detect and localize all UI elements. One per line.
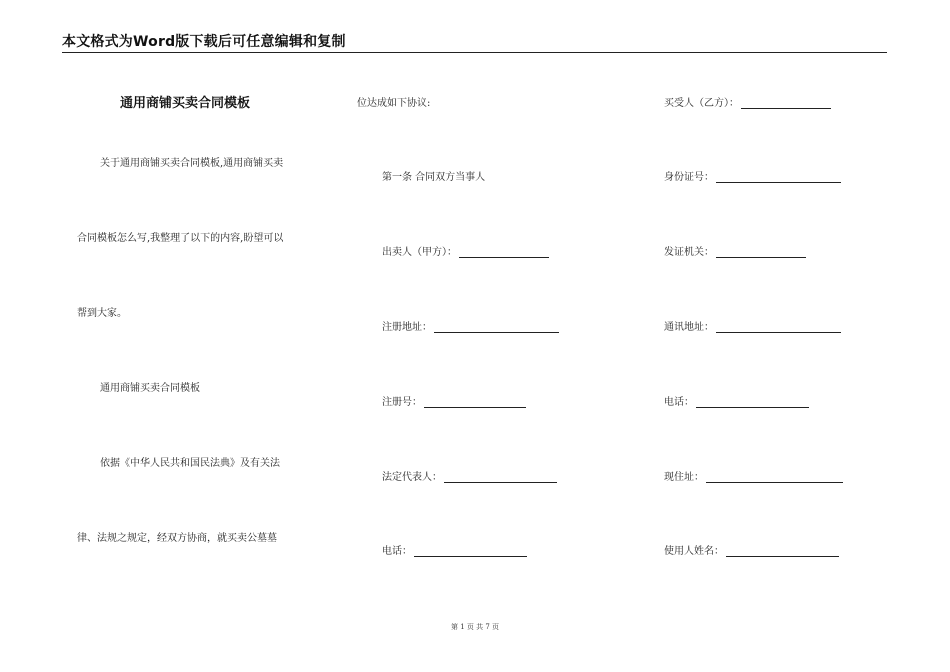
user-name-field (664, 542, 839, 557)
download-banner: 本文格式为Word版下载后可任意编辑和复制 (62, 34, 346, 50)
blank-line[interactable] (716, 321, 841, 333)
field-label: 使用人姓名： (664, 546, 724, 557)
field-label: 买受人（乙方）： (664, 98, 739, 109)
paragraph-line: 位达成如下协议: (357, 98, 431, 109)
field-label: 通讯地址： (664, 322, 714, 333)
field-label: 出卖人（甲方）： (382, 247, 457, 258)
registration-number-field (382, 393, 526, 408)
seller-field (382, 243, 549, 258)
paragraph-line: 律、法规之规定，经双方协商，就买卖公墓墓 (77, 533, 277, 544)
blank-line[interactable] (459, 246, 549, 258)
blank-line[interactable] (444, 471, 557, 483)
blank-line[interactable] (716, 171, 841, 183)
page-number: 第 1 页 共 7 页 (450, 623, 500, 631)
blank-line[interactable] (706, 471, 843, 483)
field-label: 法定代表人： (382, 472, 442, 483)
blank-line[interactable] (741, 97, 831, 109)
document-title: 通用商铺买卖合同模板 (120, 96, 251, 111)
blank-line[interactable] (696, 396, 809, 408)
section-heading: 通用商铺买卖合同模板 (100, 383, 200, 394)
paragraph-line: 合同模板怎么写,我整理了以下的内容,盼望可以 (77, 233, 284, 244)
blank-line[interactable] (414, 545, 527, 557)
issuing-authority-field (664, 243, 806, 258)
paragraph-line: 帮到大家。 (77, 308, 127, 319)
field-label: 发证机关： (664, 247, 714, 258)
section-heading: 第一条 合同双方当事人 (382, 172, 486, 183)
current-address-field (664, 468, 843, 483)
field-label: 现住址： (664, 472, 704, 483)
field-label: 注册地址： (382, 322, 432, 333)
blank-line[interactable] (726, 545, 839, 557)
field-label: 身份证号： (664, 172, 714, 183)
legal-representative-field (382, 468, 557, 483)
field-label: 电话： (382, 546, 412, 557)
seller-phone-field (382, 542, 527, 557)
id-number-field (664, 168, 841, 183)
buyer-field (664, 94, 831, 109)
mailing-address-field (664, 318, 841, 333)
banner-divider (62, 52, 887, 53)
paragraph-line: 关于通用商铺买卖合同模板,通用商铺买卖 (100, 158, 284, 169)
blank-line[interactable] (434, 321, 559, 333)
blank-line[interactable] (424, 396, 526, 408)
paragraph-line: 依据《中华人民共和国民法典》及有关法 (100, 458, 280, 469)
buyer-phone-field (664, 393, 809, 408)
field-label: 注册号： (382, 397, 422, 408)
registered-address-field (382, 318, 559, 333)
field-label: 电话： (664, 397, 694, 408)
blank-line[interactable] (716, 246, 806, 258)
